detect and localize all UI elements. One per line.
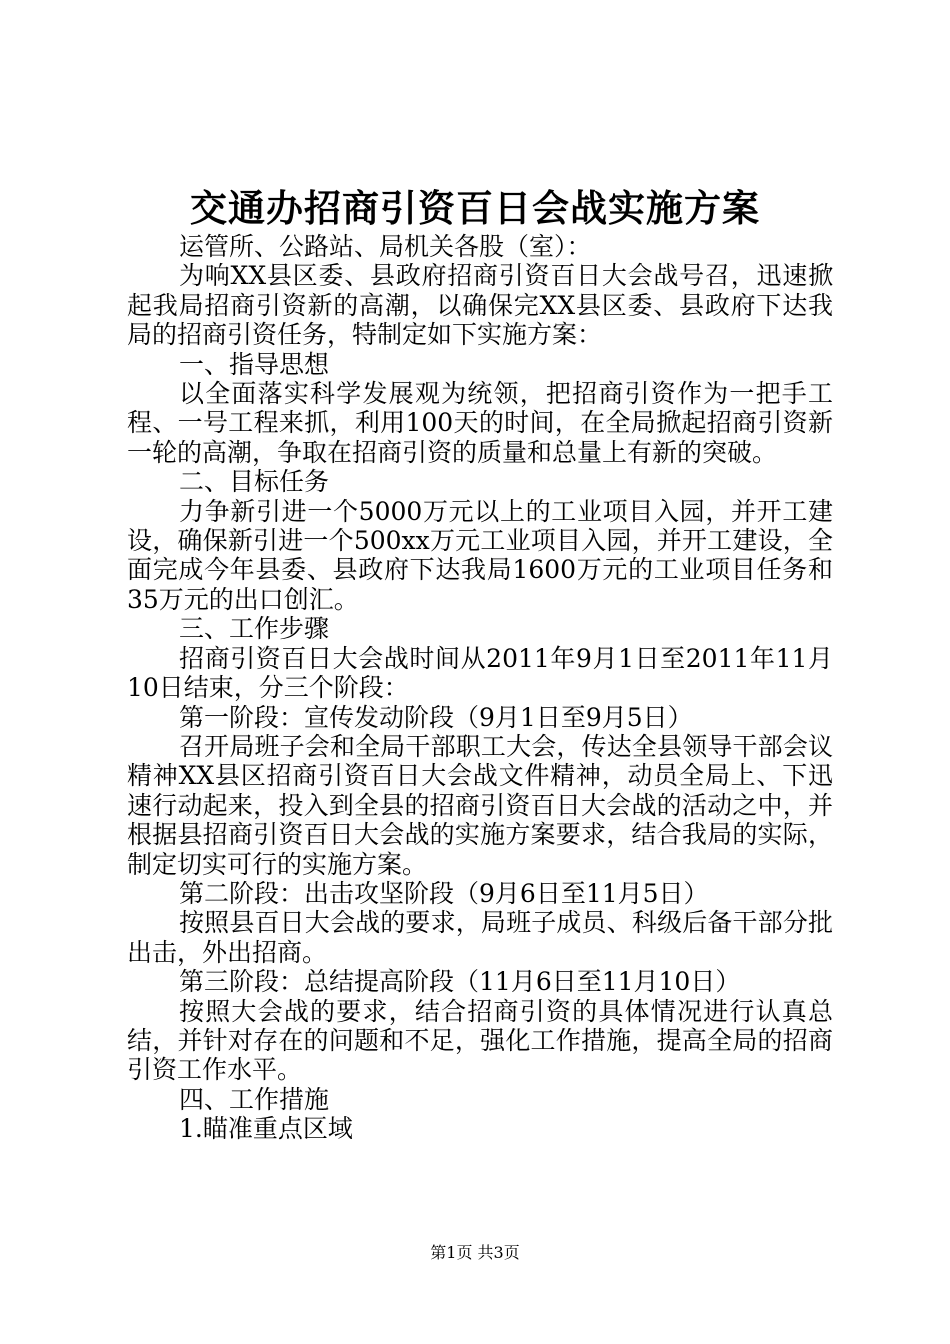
page-footer: 第1页 共3页 [430,1243,520,1262]
section-heading-1: 一、指导思想 [179,349,330,379]
stage-1-heading: 第一阶段：宣传发动阶段（9月1日至9月5日） [179,702,693,732]
section-heading-2: 二、目标任务 [179,467,330,497]
section-heading-4: 四、工作措施 [179,1084,330,1114]
stage-1-paragraph: 召开局班子会和全局干部职工大会，传达全县领导干部会议精神XX县区招商引资百日大会战文件精神，动员全局上、下迅速行动起来，投入到全县的招商引资百日大会战的活动之中，并根据县招商引资百日大会战的实施方案要求，结合我局的实际，制定切实可行的实施方案。 [127,731,833,879]
section-3-paragraph: 招商引资百日大会战时间从2011年9月1日至2011年11月10日结束，分三个阶段： [127,643,833,703]
document-body [127,232,833,1144]
stage-3-paragraph: 按照大会战的要求，结合招商引资的具体情况进行认真总结，并针对存在的问题和不足，强化工作措施，提高全局的招商引资工作水平。 [127,996,833,1085]
stage-2-paragraph: 按照县百日大会战的要求，局班子成员、科级后备干部分批出击，外出招商。 [127,908,833,967]
intro-paragraph: 为响XX县区委、县政府招商引资百日大会战号召，迅速掀起我局招商引资新的高潮，以确保完XX县区委、县政府下达我局的招商引资任务，特制定如下实施方案： [127,261,833,350]
stage-2-heading: 第二阶段：出击攻坚阶段（9月6日至11月5日） [179,878,709,908]
section-1-paragraph: 以全面落实科学发展观为统领，把招商引资作为一把手工程、一号工程来抓，利用100天的时间，在全局掀起招商引资新一轮的高潮，争取在招商引资的质量和总量上有新的突破。 [127,379,833,467]
section-2-paragraph: 力争新引进一个5000万元以上的工业项目入园，并开工建设，确保新引进一个500xx万元工业项目入园，并开工建设，全面完成今年县委、县政府下达我局1600万元的工业项目任务和35万元的出口创汇。 [127,496,833,614]
measure-1-heading: 1.瞄准重点区域 [179,1114,353,1144]
stage-3-heading: 第三阶段：总结提高阶段（11月6日至11月10日） [179,967,741,997]
document-title: 交通办招商引资百日会战实施方案 [190,186,760,230]
salutation: 运管所、公路站、局机关各股（室）： [179,232,592,261]
section-heading-3: 三、工作步骤 [179,614,330,644]
